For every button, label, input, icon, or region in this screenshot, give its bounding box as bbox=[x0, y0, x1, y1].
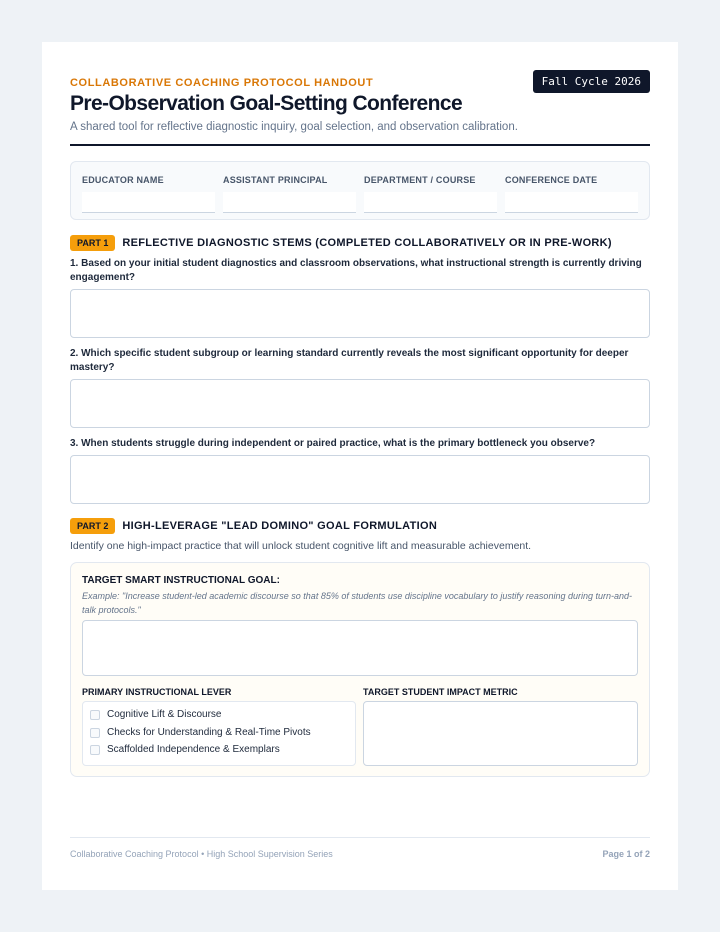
part2-header bbox=[70, 518, 437, 534]
lever-option-checks-for-understanding[interactable] bbox=[90, 727, 311, 738]
impact-metric-input[interactable] bbox=[363, 701, 638, 766]
instructional-lever-label: PRIMARY INSTRUCTIONAL LEVER bbox=[82, 687, 232, 697]
part1-badge: PART 1 bbox=[70, 235, 115, 251]
conference-details-panel bbox=[70, 161, 650, 220]
lever-option-label: Scaffolded Independence & Exemplars bbox=[107, 744, 280, 755]
educator-name-field bbox=[82, 175, 215, 213]
department-course-label: DEPARTMENT / COURSE bbox=[364, 175, 476, 185]
lever-checkbox[interactable] bbox=[90, 745, 100, 755]
goal-formulation-card bbox=[70, 562, 650, 777]
lever-option-scaffolded-independence[interactable] bbox=[90, 744, 280, 755]
assistant-principal-label: ASSISTANT PRINCIPAL bbox=[223, 175, 328, 185]
department-course-input[interactable] bbox=[364, 192, 497, 213]
part1-header bbox=[70, 235, 612, 251]
question-2: 2. Which specific student subgroup or learning standard currently reveals the most significant opportunity for deeper mastery? bbox=[70, 348, 629, 373]
smart-goal-example: Example: "Increase student-led academic discourse so that 85% of students use discipline vocabulary to justify reasoning during turn-and-talk protocols." bbox=[82, 591, 632, 615]
footer-divider bbox=[70, 837, 650, 838]
question-3: 3. When students struggle during independent or paired practice, what is the primary bottleneck you observe? bbox=[70, 438, 596, 449]
educator-name-label: EDUCATOR NAME bbox=[82, 175, 164, 185]
conference-date-input[interactable] bbox=[505, 192, 638, 213]
question-2-answer-box[interactable] bbox=[70, 379, 650, 428]
conference-date-label: CONFERENCE DATE bbox=[505, 175, 598, 185]
part2-title: HIGH-LEVERAGE "LEAD DOMINO" GOAL FORMULATION bbox=[122, 520, 438, 532]
handout-kicker: COLLABORATIVE COACHING PROTOCOL HANDOUT bbox=[70, 77, 374, 89]
page-number: Page 1 of 2 bbox=[602, 849, 650, 859]
instructional-lever-options bbox=[82, 701, 356, 766]
page-title: Pre-Observation Goal-Setting Conference bbox=[70, 92, 463, 115]
assistant-principal-field bbox=[223, 175, 356, 213]
lever-option-label: Cognitive Lift & Discourse bbox=[107, 709, 222, 720]
part2-badge: PART 2 bbox=[70, 518, 115, 534]
part1-title: REFLECTIVE DIAGNOSTIC STEMS (COMPLETED COLLABORATIVELY OR IN PRE-WORK) bbox=[122, 237, 612, 249]
conference-date-field bbox=[505, 175, 638, 213]
lever-checkbox[interactable] bbox=[90, 710, 100, 720]
header-divider bbox=[70, 144, 650, 146]
question-1: 1. Based on your initial student diagnostics and classroom observations, what instructional strength is currently driving engagement? bbox=[70, 258, 642, 283]
educator-name-input[interactable] bbox=[82, 192, 215, 213]
question-1-answer-box[interactable] bbox=[70, 289, 650, 338]
question-3-answer-box[interactable] bbox=[70, 455, 650, 504]
footer-series: Collaborative Coaching Protocol • High School Supervision Series bbox=[70, 849, 333, 859]
cycle-badge: Fall Cycle 2026 bbox=[533, 70, 650, 93]
lever-option-label: Checks for Understanding & Real-Time Pivots bbox=[107, 727, 311, 738]
page-subtitle: A shared tool for reflective diagnostic inquiry, goal selection, and observation calibration. bbox=[70, 121, 518, 133]
impact-metric-label: TARGET STUDENT IMPACT METRIC bbox=[363, 687, 518, 697]
department-course-field bbox=[364, 175, 497, 213]
handout-page bbox=[42, 42, 678, 890]
lever-option-cognitive-lift[interactable] bbox=[90, 709, 222, 720]
smart-goal-label: TARGET SMART INSTRUCTIONAL GOAL: bbox=[82, 575, 280, 586]
smart-goal-input[interactable] bbox=[82, 620, 638, 676]
lever-checkbox[interactable] bbox=[90, 728, 100, 738]
part2-description: Identify one high-impact practice that will unlock student cognitive lift and measurable achievement. bbox=[70, 540, 532, 552]
assistant-principal-input[interactable] bbox=[223, 192, 356, 213]
